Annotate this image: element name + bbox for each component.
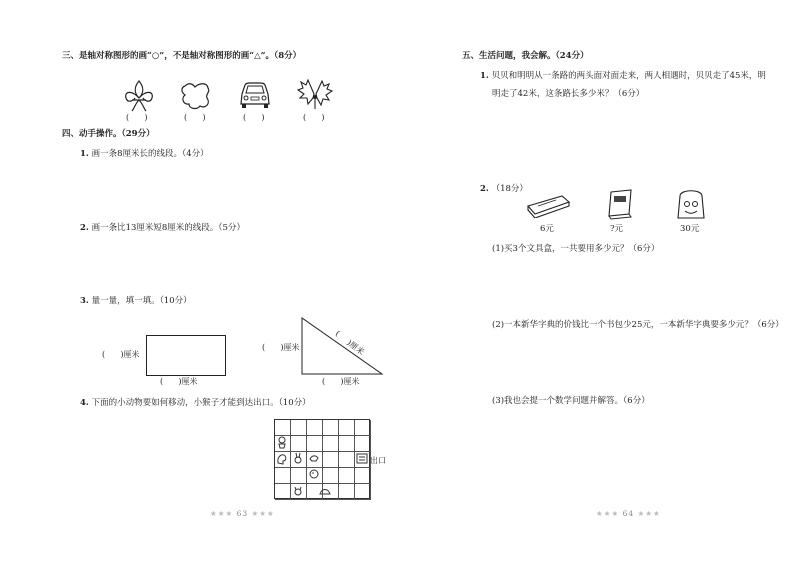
- page-number: 63: [236, 509, 249, 518]
- answer-paren-2: ( ): [184, 113, 206, 122]
- question-text: 画一条8厘米长的线段。（4分）: [91, 149, 209, 159]
- question-4-3: [80, 296, 192, 307]
- exit-label: 出口: [370, 456, 386, 465]
- rabbit-icon: [292, 452, 304, 465]
- question-5-2: [480, 184, 528, 195]
- question-5-1: [480, 71, 766, 82]
- monkey-icon: [276, 436, 288, 449]
- footer-stars: ★★★: [637, 509, 661, 518]
- question-text-line1: 贝贝和明明从一条路的两头面对面走来，两人相遇时，贝贝走了45米，明: [491, 71, 766, 81]
- fox-icon: [318, 484, 332, 497]
- dictionary-icon: [605, 188, 635, 220]
- exit-flag-icon: [356, 452, 368, 465]
- section-3-title: 三、是轴对称图形的画“○”，不是轴对称图形的画“△”。（8分）: [62, 51, 302, 61]
- answer-paren-3: ( ): [243, 113, 265, 122]
- page-number: 64: [622, 509, 635, 518]
- tri-hyp-answer: )厘米: [345, 338, 366, 357]
- section-5-title: 五、生活问题，我会解。（24分）: [462, 51, 589, 61]
- subquestion-1: (1)买3个文具盒，一共要用多少元？（6分）: [492, 244, 660, 254]
- fleur-de-lis-icon: [120, 78, 158, 114]
- tri-hyp-paren: (: [333, 328, 342, 339]
- school-bag-icon: [672, 186, 710, 222]
- question-number: 2.: [80, 223, 89, 233]
- question-text: （18分）: [491, 184, 528, 194]
- question-number: 4.: [80, 398, 89, 408]
- price-dictionary: ?元: [610, 224, 624, 234]
- cat-icon: [292, 484, 304, 497]
- question-text: 画一条比13厘米短8厘米的线段。（5分）: [91, 223, 245, 233]
- question-4-2: [80, 223, 245, 234]
- holly-leaf-icon: [296, 76, 334, 112]
- footer-stars: ★★★: [210, 509, 234, 518]
- tri-base-answer: ( )厘米: [322, 377, 360, 386]
- question-text: 量一量，填一填。（10分）: [91, 296, 192, 306]
- question-number: 3.: [80, 296, 89, 306]
- price-school-bag: 30元: [680, 224, 700, 234]
- dog-icon: [308, 468, 320, 481]
- footer-stars: ★★★: [251, 509, 275, 518]
- rect-height-answer: ( )厘米: [102, 350, 140, 359]
- squirrel-icon: [276, 452, 288, 465]
- car-icon: [236, 78, 274, 114]
- question-5-1-line2: 明走了42米，这条路长多少米？（6分）: [492, 89, 645, 99]
- price-pencil-case: 6元: [540, 224, 554, 234]
- question-number: 2.: [480, 184, 489, 194]
- question-4-4: [80, 398, 311, 409]
- measure-triangle: [300, 316, 384, 376]
- section-4-title: 四、动手操作。（29分）: [62, 129, 155, 139]
- question-number: 1.: [480, 71, 489, 81]
- subquestion-3: (3)我也会提一个数学问题并解答。（6分）: [492, 396, 650, 406]
- measure-rectangle: [146, 335, 226, 376]
- subquestion-2: (2)一本新华字典的价钱比一个书包少25元，一本新华字典要多少元？（6分）: [492, 320, 784, 330]
- question-text: 下面的小动物要如何移动，小猴子才能到达出口。（10分）: [91, 398, 311, 408]
- tri-height-answer: ( )厘米: [262, 343, 300, 352]
- question-number: 1.: [80, 149, 89, 159]
- answer-paren-4: ( ): [303, 113, 325, 122]
- footer-stars: ★★★: [596, 509, 620, 518]
- page-footer-left: [210, 509, 275, 518]
- blob-shape-icon: [177, 78, 215, 114]
- rect-width-answer: ( )厘米: [160, 377, 198, 386]
- pencil-case-icon: [524, 192, 572, 218]
- answer-paren-1: ( ): [126, 113, 148, 122]
- page-footer-right: [596, 509, 661, 518]
- question-4-1: [80, 149, 209, 160]
- bird-icon: [308, 452, 320, 465]
